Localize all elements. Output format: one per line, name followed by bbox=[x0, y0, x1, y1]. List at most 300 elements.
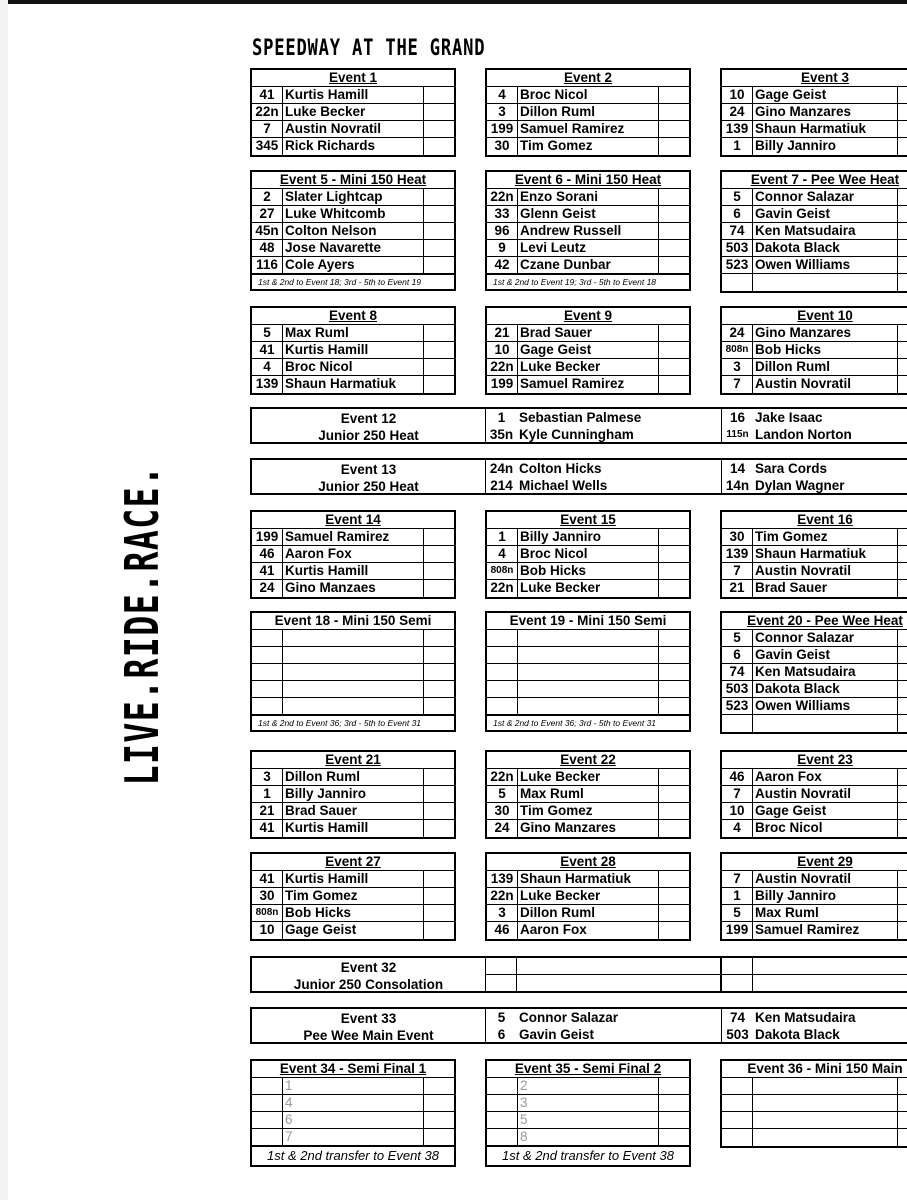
wide-event-label bbox=[252, 409, 486, 442]
rider-number: 808n bbox=[252, 905, 283, 921]
rider-number: 199 bbox=[487, 376, 518, 393]
rider-number: 24 bbox=[487, 820, 518, 837]
wide-event-label-line: Junior 250 Consolation bbox=[293, 977, 444, 992]
event-box-e20 bbox=[720, 611, 907, 734]
rider-name bbox=[518, 223, 659, 239]
rider-name bbox=[753, 786, 898, 802]
rider-row bbox=[252, 87, 454, 104]
rider-name-text: Gino Manzares bbox=[755, 325, 852, 340]
rider-name-text: Austin Novratil bbox=[755, 786, 852, 801]
rider-number bbox=[252, 1112, 283, 1128]
rider-name-text: Levi Leutz bbox=[520, 240, 587, 255]
rider-number: 1 bbox=[487, 529, 518, 545]
result-cell bbox=[424, 546, 454, 562]
result-cell bbox=[659, 888, 689, 904]
event-title bbox=[722, 512, 907, 529]
rider-row bbox=[722, 325, 907, 342]
rider-name bbox=[283, 922, 424, 939]
rider-name bbox=[753, 376, 898, 393]
rider-row bbox=[252, 563, 454, 580]
rider-row bbox=[722, 1112, 907, 1129]
rider-name bbox=[518, 664, 659, 680]
event-title-text: Event 5 - Mini 150 Heat bbox=[279, 172, 427, 187]
rider-number: 116 bbox=[252, 257, 283, 273]
event-box-e16 bbox=[720, 510, 907, 599]
result-cell bbox=[424, 529, 454, 545]
event-title bbox=[722, 1061, 907, 1078]
rider-name bbox=[518, 786, 659, 802]
rider-name: Dakota Black bbox=[755, 1027, 840, 1042]
event-box-e29 bbox=[720, 852, 907, 941]
event-box-e8 bbox=[250, 306, 456, 395]
event-title bbox=[487, 70, 689, 87]
result-cell bbox=[659, 630, 689, 646]
rider-row bbox=[722, 871, 907, 888]
result-cell bbox=[424, 1078, 454, 1094]
transfer-note: 1st & 2nd transfer to Event 38 bbox=[252, 1146, 454, 1165]
rider-row bbox=[252, 240, 454, 257]
rider-row bbox=[722, 223, 907, 240]
rider-number: 7 bbox=[722, 376, 753, 393]
rider-name-text: Gino Manzares bbox=[755, 104, 852, 119]
result-cell bbox=[659, 681, 689, 697]
rider-name bbox=[283, 342, 424, 358]
rider-name-text: Austin Novratil bbox=[285, 121, 382, 136]
rider-name bbox=[753, 546, 898, 562]
rider-row bbox=[722, 257, 907, 274]
rider-number: 5 bbox=[252, 325, 283, 341]
result-cell bbox=[898, 138, 907, 155]
rider-row bbox=[487, 563, 689, 580]
empty-name-cell bbox=[753, 975, 907, 992]
result-cell bbox=[898, 905, 907, 921]
wide-rider-entry bbox=[486, 409, 721, 426]
rider-number bbox=[252, 1078, 283, 1094]
rider-name bbox=[753, 580, 898, 597]
rider-row bbox=[252, 681, 454, 698]
rider-row bbox=[487, 206, 689, 223]
rider-name-text: Glenn Geist bbox=[520, 206, 596, 221]
rider-name: Ken Matsudaira bbox=[755, 1010, 856, 1025]
rider-number: 33 bbox=[487, 206, 518, 222]
rider-row bbox=[252, 922, 454, 939]
rider-row bbox=[487, 138, 689, 155]
rider-name-text: Gino Manzares bbox=[520, 820, 617, 835]
rider-number: 7 bbox=[722, 563, 753, 579]
rider-number: 14n bbox=[725, 478, 750, 493]
rider-number: 1 bbox=[722, 138, 753, 155]
rider-number: 1 bbox=[252, 786, 283, 802]
rider-number: 4 bbox=[722, 820, 753, 837]
rider-name-text: Kurtis Hamill bbox=[285, 871, 369, 886]
event-title-text: Event 7 - Pee Wee Heat bbox=[750, 172, 900, 187]
rider-name bbox=[518, 257, 659, 273]
rider-name-text: Brad Sauer bbox=[520, 325, 593, 340]
rider-name bbox=[283, 820, 424, 837]
rider-name-text: Austin Novratil bbox=[755, 563, 852, 578]
event-title bbox=[252, 172, 454, 189]
rider-name bbox=[753, 698, 898, 714]
rider-name bbox=[518, 647, 659, 663]
rider-number: 10 bbox=[722, 803, 753, 819]
rider-row bbox=[252, 630, 454, 647]
rider-number: 10 bbox=[252, 922, 283, 939]
rider-name bbox=[518, 871, 659, 887]
rider-name: Kyle Cunningham bbox=[519, 427, 634, 442]
event-title bbox=[252, 752, 454, 769]
rider-name bbox=[753, 769, 898, 785]
event-title bbox=[722, 752, 907, 769]
result-cell bbox=[659, 546, 689, 562]
result-cell bbox=[659, 563, 689, 579]
rider-name-text: 8 bbox=[520, 1129, 528, 1144]
result-cell bbox=[659, 1129, 689, 1145]
rider-name-text: Dillon Ruml bbox=[285, 769, 360, 784]
result-cell bbox=[898, 630, 907, 646]
result-cell bbox=[659, 664, 689, 680]
page-title: SPEEDWAY AT THE GRAND bbox=[252, 36, 486, 61]
event-box-e14 bbox=[250, 510, 456, 599]
event-title-text: Event 14 bbox=[325, 512, 381, 527]
event-title bbox=[487, 308, 689, 325]
rider-row bbox=[487, 1112, 689, 1129]
rider-number: 46 bbox=[722, 769, 753, 785]
rider-name bbox=[753, 681, 898, 697]
rider-row bbox=[722, 715, 907, 732]
rider-row bbox=[722, 803, 907, 820]
rider-row bbox=[487, 888, 689, 905]
rider-row bbox=[722, 922, 907, 939]
result-cell bbox=[659, 1095, 689, 1111]
rider-row bbox=[487, 922, 689, 939]
result-cell bbox=[424, 647, 454, 663]
rider-row bbox=[722, 240, 907, 257]
rider-name bbox=[518, 580, 659, 597]
event-title bbox=[252, 854, 454, 871]
rider-row bbox=[722, 87, 907, 104]
rider-name bbox=[753, 87, 898, 103]
result-cell bbox=[659, 905, 689, 921]
rider-name-text: Dillon Ruml bbox=[520, 104, 595, 119]
rider-row bbox=[252, 189, 454, 206]
rider-number: 46 bbox=[487, 922, 518, 939]
result-cell bbox=[424, 580, 454, 597]
rider-name bbox=[753, 325, 898, 341]
event-box-e35 bbox=[485, 1059, 691, 1167]
rider-name bbox=[753, 104, 898, 120]
rider-name bbox=[283, 87, 424, 103]
rider-name-text: Slater Lightcap bbox=[285, 189, 383, 204]
rider-number: 5 bbox=[722, 189, 753, 205]
wide-rider-entry bbox=[722, 426, 907, 443]
rider-name-text: Tim Gomez bbox=[520, 138, 593, 153]
rider-name bbox=[518, 138, 659, 155]
rider-number: 46 bbox=[252, 546, 283, 562]
rider-number: 21 bbox=[252, 803, 283, 819]
rider-number: 45n bbox=[252, 223, 283, 239]
rider-name bbox=[753, 1095, 898, 1111]
rider-name-text: Owen Williams bbox=[755, 257, 851, 272]
rider-row bbox=[487, 342, 689, 359]
rider-name bbox=[283, 769, 424, 785]
rider-row bbox=[252, 664, 454, 681]
rider-name-text: Dakota Black bbox=[755, 681, 840, 696]
rider-name bbox=[518, 1078, 659, 1094]
result-cell bbox=[424, 820, 454, 837]
rider-name bbox=[518, 630, 659, 646]
rider-row bbox=[487, 189, 689, 206]
rider-name-text: Bob Hicks bbox=[285, 905, 352, 920]
rider-number: 214 bbox=[490, 478, 513, 493]
rider-name bbox=[753, 820, 898, 837]
rider-row bbox=[252, 647, 454, 664]
event-title bbox=[487, 1061, 689, 1078]
result-cell bbox=[898, 223, 907, 239]
rider-number: 503 bbox=[722, 240, 753, 256]
result-cell bbox=[424, 871, 454, 887]
rider-row bbox=[252, 698, 454, 715]
wide-event-e33 bbox=[250, 1007, 907, 1044]
rider-row bbox=[722, 342, 907, 359]
result-cell bbox=[898, 529, 907, 545]
rider-name-text: Broc Nicol bbox=[755, 820, 823, 835]
rider-row bbox=[252, 1112, 454, 1129]
rider-row bbox=[722, 138, 907, 155]
rider-name-text: Gage Geist bbox=[520, 342, 592, 357]
rider-row bbox=[487, 240, 689, 257]
page-edge bbox=[0, 0, 8, 1200]
rider-number bbox=[252, 698, 283, 714]
rider-number: 6 bbox=[722, 206, 753, 222]
rider-row bbox=[722, 580, 907, 597]
rider-name-text: Luke Whitcomb bbox=[285, 206, 386, 221]
result-cell bbox=[659, 803, 689, 819]
rider-name-text: Ken Matsudaira bbox=[755, 664, 856, 679]
rider-name: Dylan Wagner bbox=[755, 478, 845, 493]
event-box-e2 bbox=[485, 68, 691, 157]
rider-name bbox=[518, 681, 659, 697]
event-title-text: Event 18 - Mini 150 Semi bbox=[274, 613, 432, 628]
rider-number: 7 bbox=[252, 121, 283, 137]
rider-row bbox=[252, 121, 454, 138]
rider-row bbox=[722, 274, 907, 291]
rider-number bbox=[252, 1129, 283, 1145]
rider-name: Michael Wells bbox=[519, 478, 608, 493]
rider-number: 9 bbox=[487, 240, 518, 256]
rider-number: 503 bbox=[726, 1027, 749, 1042]
wide-event-label-line: Event 33 bbox=[340, 1011, 397, 1026]
rider-row bbox=[722, 529, 907, 546]
rider-row bbox=[252, 905, 454, 922]
rider-number: 199 bbox=[252, 529, 283, 545]
event-box-e3 bbox=[720, 68, 907, 157]
rider-name bbox=[753, 803, 898, 819]
rider-name bbox=[518, 698, 659, 714]
side-slogan: LIVE.RIDE.RACE. bbox=[115, 464, 169, 786]
rider-row bbox=[722, 664, 907, 681]
result-cell bbox=[898, 820, 907, 837]
rider-name bbox=[283, 905, 424, 921]
event-title bbox=[487, 512, 689, 529]
event-title bbox=[722, 613, 907, 630]
rider-name bbox=[753, 871, 898, 887]
wide-event-column bbox=[486, 460, 722, 493]
rider-number bbox=[722, 715, 753, 732]
rider-row bbox=[722, 206, 907, 223]
event-title bbox=[487, 854, 689, 871]
rider-name bbox=[753, 121, 898, 137]
rider-row bbox=[487, 325, 689, 342]
rider-name bbox=[283, 871, 424, 887]
result-cell bbox=[659, 189, 689, 205]
event-box-e18 bbox=[250, 611, 456, 732]
rider-row bbox=[487, 1129, 689, 1146]
rider-name bbox=[753, 1112, 898, 1128]
rider-number: 503 bbox=[722, 681, 753, 697]
wide-event-column bbox=[722, 460, 907, 493]
rider-row bbox=[722, 563, 907, 580]
result-cell bbox=[659, 359, 689, 375]
rider-number: 1 bbox=[497, 410, 506, 425]
rider-number: 41 bbox=[252, 820, 283, 837]
rider-name bbox=[753, 274, 898, 291]
rider-row bbox=[487, 87, 689, 104]
rider-name bbox=[518, 905, 659, 921]
rider-name-text: 1 bbox=[285, 1078, 293, 1093]
result-cell bbox=[898, 580, 907, 597]
result-cell bbox=[424, 905, 454, 921]
result-cell bbox=[424, 104, 454, 120]
rider-name-text: Kurtis Hamill bbox=[285, 342, 369, 357]
rider-number bbox=[487, 630, 518, 646]
rider-name-text: 6 bbox=[285, 1112, 293, 1127]
rider-number: 22n bbox=[487, 189, 518, 205]
transfer-note: 1st & 2nd to Event 36; 3rd - 5th to Event 31 bbox=[252, 715, 454, 730]
event-title-text: Event 35 - Semi Final 2 bbox=[514, 1061, 662, 1076]
rider-row bbox=[722, 647, 907, 664]
result-cell bbox=[898, 1078, 907, 1094]
wide-event-label bbox=[252, 460, 486, 493]
rider-name bbox=[518, 1129, 659, 1145]
rider-row bbox=[252, 1095, 454, 1112]
rider-name-text: Enzo Sorani bbox=[520, 189, 599, 204]
rider-name-text: Tim Gomez bbox=[520, 803, 593, 818]
empty-name-cell bbox=[753, 958, 907, 974]
rider-number: 5 bbox=[722, 905, 753, 921]
result-cell bbox=[659, 647, 689, 663]
result-cell bbox=[898, 87, 907, 103]
rider-name-text: Shaun Harmatiuk bbox=[755, 546, 867, 561]
result-cell bbox=[659, 376, 689, 393]
rider-name bbox=[753, 342, 898, 358]
rider-name-text: Shaun Harmatiuk bbox=[755, 121, 867, 136]
rider-number: 24 bbox=[722, 104, 753, 120]
event-title-text: Event 28 bbox=[560, 854, 616, 869]
event-box-e23 bbox=[720, 750, 907, 839]
result-cell bbox=[424, 257, 454, 273]
result-cell bbox=[898, 1129, 907, 1146]
result-cell bbox=[659, 1112, 689, 1128]
rider-row bbox=[722, 104, 907, 121]
rider-row bbox=[722, 888, 907, 905]
rider-name bbox=[518, 769, 659, 785]
rider-number: 41 bbox=[252, 87, 283, 103]
rider-row bbox=[252, 138, 454, 155]
result-cell bbox=[898, 664, 907, 680]
rider-number: 22n bbox=[487, 888, 518, 904]
rider-number bbox=[487, 664, 518, 680]
rider-row bbox=[252, 820, 454, 837]
result-cell bbox=[424, 189, 454, 205]
rider-name-text: Dillon Ruml bbox=[520, 905, 595, 920]
result-cell bbox=[898, 359, 907, 375]
rider-name-text: Samuel Ramirez bbox=[755, 922, 860, 937]
rider-row bbox=[487, 664, 689, 681]
rider-row bbox=[252, 529, 454, 546]
rider-row bbox=[252, 786, 454, 803]
rider-name: Colton Hicks bbox=[519, 461, 602, 476]
wide-event-e32 bbox=[250, 956, 907, 993]
event-title-text: Event 10 bbox=[797, 308, 853, 323]
rider-name-text: Max Ruml bbox=[520, 786, 584, 801]
rider-row bbox=[487, 1078, 689, 1095]
rider-row bbox=[487, 580, 689, 597]
wide-event-column bbox=[486, 958, 722, 991]
result-cell bbox=[898, 647, 907, 663]
rider-row bbox=[487, 769, 689, 786]
wide-event-label-line: Pee Wee Main Event bbox=[303, 1028, 434, 1043]
rider-name bbox=[753, 529, 898, 545]
wide-rider-entry bbox=[722, 460, 907, 477]
rider-name-text: Luke Becker bbox=[520, 888, 601, 903]
rider-number: 41 bbox=[252, 563, 283, 579]
rider-row bbox=[252, 342, 454, 359]
result-cell bbox=[898, 206, 907, 222]
rider-name bbox=[283, 206, 424, 222]
rider-number bbox=[252, 1095, 283, 1111]
result-cell bbox=[898, 769, 907, 785]
event-title-text: Event 8 bbox=[328, 308, 378, 323]
top-border bbox=[0, 0, 907, 4]
wide-rider-entry bbox=[486, 460, 721, 477]
rider-name bbox=[283, 580, 424, 597]
rider-number: 6 bbox=[497, 1027, 506, 1042]
rider-name bbox=[283, 698, 424, 714]
result-cell bbox=[659, 138, 689, 155]
event-title bbox=[252, 512, 454, 529]
rider-number: 22n bbox=[252, 104, 283, 120]
rider-name-text: Gino Manzaes bbox=[285, 580, 376, 595]
rider-name bbox=[283, 257, 424, 273]
rider-row bbox=[722, 376, 907, 393]
result-cell bbox=[424, 1095, 454, 1111]
wide-rider-entry bbox=[722, 409, 907, 426]
rider-name bbox=[518, 240, 659, 256]
wide-event-label-line: Event 12 bbox=[340, 411, 397, 426]
rider-name-text: Kurtis Hamill bbox=[285, 820, 369, 835]
rider-name bbox=[753, 189, 898, 205]
rider-number: 96 bbox=[487, 223, 518, 239]
rider-name bbox=[518, 1112, 659, 1128]
rider-name bbox=[753, 647, 898, 663]
event-title-text: Event 19 - Mini 150 Semi bbox=[509, 613, 667, 628]
rider-name-text: Billy Janniro bbox=[520, 529, 602, 544]
event-title-text: Event 22 bbox=[560, 752, 616, 767]
rider-number: 21 bbox=[487, 325, 518, 341]
rider-row bbox=[487, 820, 689, 837]
rider-name-text: 5 bbox=[520, 1112, 528, 1127]
event-box-e34 bbox=[250, 1059, 456, 1167]
